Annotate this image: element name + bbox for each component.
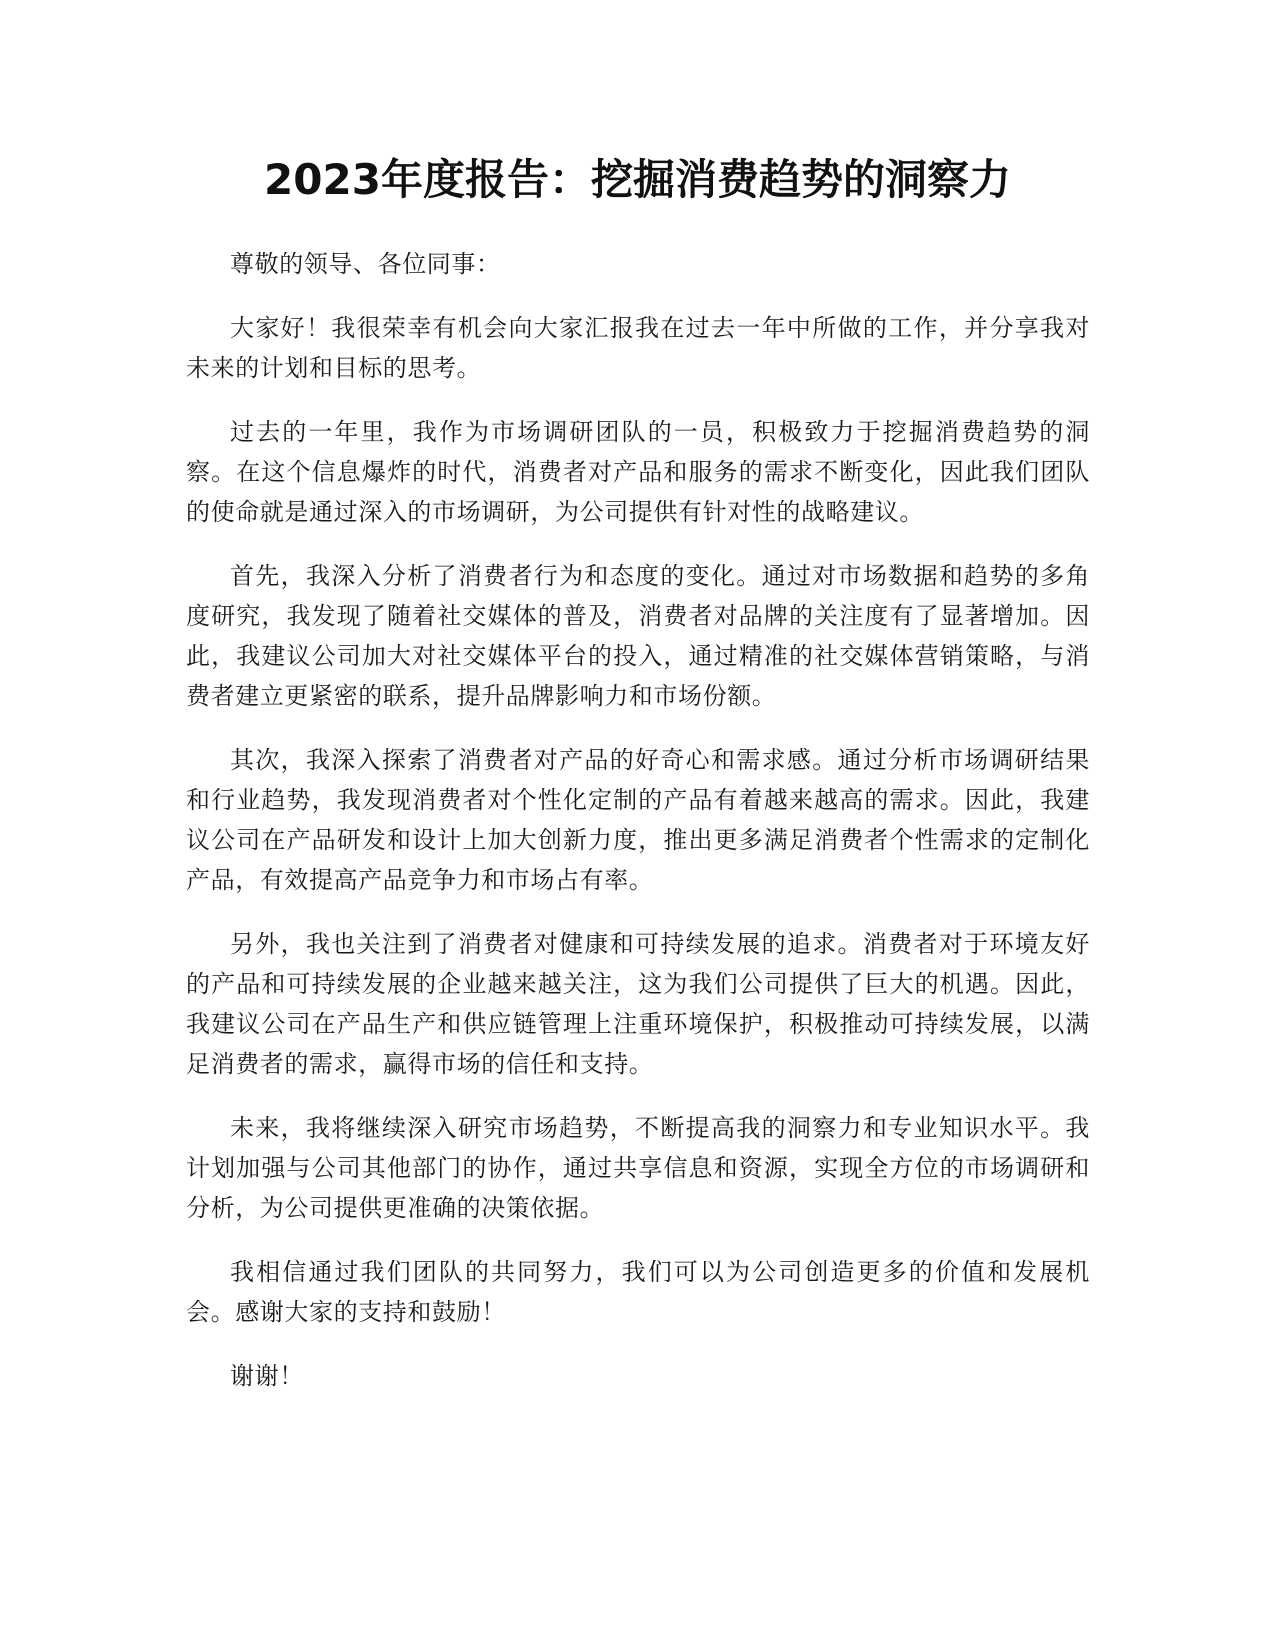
paragraph-past-year: 过去的一年里，我作为市场调研团队的一员，积极致力于挖掘消费趋势的洞察。在这个信息爆炸的时代，消费者对产品和服务的需求不断变化，因此我们团队的使命就是通过深入的市场调研，为公司提供有针对性的战略建议。 xyxy=(186,418,1090,526)
paragraph-first-point: 首先，我深入分析了消费者行为和态度的变化。通过对市场数据和趋势的多角度研究，我发现了随着社交媒体的普及，消费者对品牌的关注度有了显著增加。因此，我建议公司加大对社交媒体平台的投入，通过精准的社交媒体营销策略，与消费者建立更紧密的联系，提升品牌影响力和市场份额。 xyxy=(186,562,1090,710)
paragraph-third-point: 另外，我也关注到了消费者对健康和可持续发展的追求。消费者对于环境友好的产品和可持续发展的企业越来越关注，这为我们公司提供了巨大的机遇。因此，我建议公司在产品生产和供应链管理上注重环境保护，积极推动可持续发展，以满足消费者的需求，赢得市场的信任和支持。 xyxy=(186,930,1090,1078)
paragraph-future-plan: 未来，我将继续深入研究市场趋势，不断提高我的洞察力和专业知识水平。我计划加强与公司其他部门的协作，通过共享信息和资源，实现全方位的市场调研和分析，为公司提供更准确的决策依据。 xyxy=(186,1114,1090,1222)
document-title: 2023年度报告：挖掘消费趋势的洞察力 xyxy=(264,155,1011,204)
document-body xyxy=(186,244,1090,1420)
paragraph-second-point: 其次，我深入探索了消费者对产品的好奇心和需求感。通过分析市场调研结果和行业趋势，我发现消费者对个性化定制的产品有着越来越高的需求。因此，我建议公司在产品研发和设计上加大创新力度，推出更多满足消费者个性需求的定制化产品，有效提高产品竞争力和市场占有率。 xyxy=(186,746,1090,894)
paragraph-greeting: 大家好！我很荣幸有机会向大家汇报我在过去一年中所做的工作，并分享我对未来的计划和目标的思考。 xyxy=(186,314,1090,382)
paragraph-closing: 我相信通过我们团队的共同努力，我们可以为公司创造更多的价值和发展机会。感谢大家的支持和鼓励！ xyxy=(186,1258,1090,1326)
paragraph-salutation: 尊敬的领导、各位同事： xyxy=(230,250,501,278)
paragraph-thanks: 谢谢！ xyxy=(230,1362,304,1390)
